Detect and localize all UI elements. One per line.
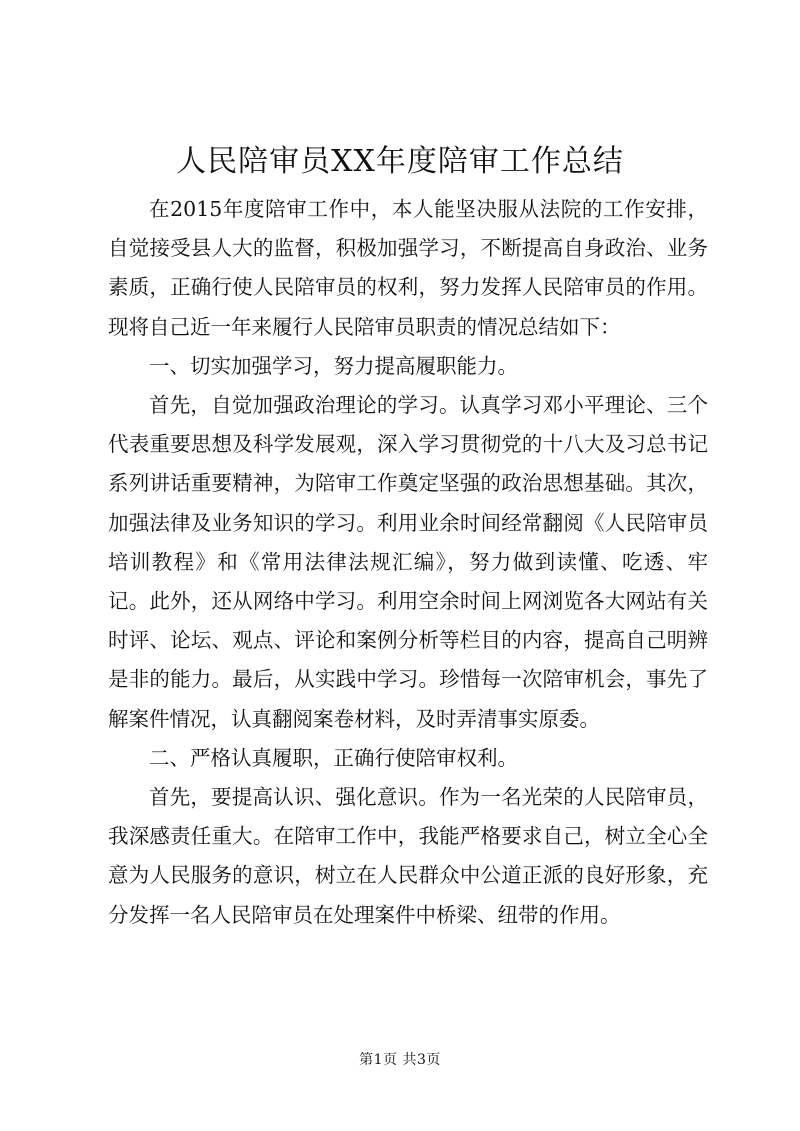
page-number-footer: 第1页 共3页 (359, 1052, 441, 1068)
paragraph-study: 首先，自觉加强政治理论的学习。认真学习邓小平理论、三个代表重要思想及科学发展观，深入学习贯彻党的十八大及习总书记系列讲话重要精神，为陪审工作奠定坚强的政治思想基础。其次，加强法律及业务知识的学习。利用业余时间经常翻阅《人民陪审员培训教程》和《常用法律法规汇编》，努力做到读懂、吃透、牢记。此外，还从网络中学习。利用空余时间上网浏览各大网站有关时评、论坛、观点、评论和案例分析等栏目的内容，提高自己明辨是非的能力。最后，从实践中学习。珍惜每一次陪审机会，事先了解案件情况，认真翻阅案卷材料，及时弄清事实原委。 (108, 393, 708, 731)
document-body (108, 190, 708, 935)
section-heading-2: 二、严格认真履职，正确行使陪审权利。 (149, 745, 518, 770)
paragraph-intro: 在2015年度陪审工作中，本人能坚决服从法院的工作安排，自觉接受县人大的监督，积极加强学习，不断提高自身政治、业务素质，正确行使人民陪审员的权利，努力发挥人民陪审员的作用。现将自己近一年来履行人民陪审员职责的情况总结如下： (108, 197, 708, 339)
document-title: 人民陪审员XX年度陪审工作总结 (176, 144, 624, 179)
paragraph-duty: 首先，要提高认识、强化意识。作为一名光荣的人民陪审员，我深感责任重大。在陪审工作中，我能严格要求自己，树立全心全意为人民服务的意识，树立在人民群众中公道正派的良好形象，充分发挥一名人民陪审员在处理案件中桥梁、纽带的作用。 (108, 785, 708, 927)
section-heading-1: 一、切实加强学习，努力提高履职能力。 (149, 353, 518, 378)
